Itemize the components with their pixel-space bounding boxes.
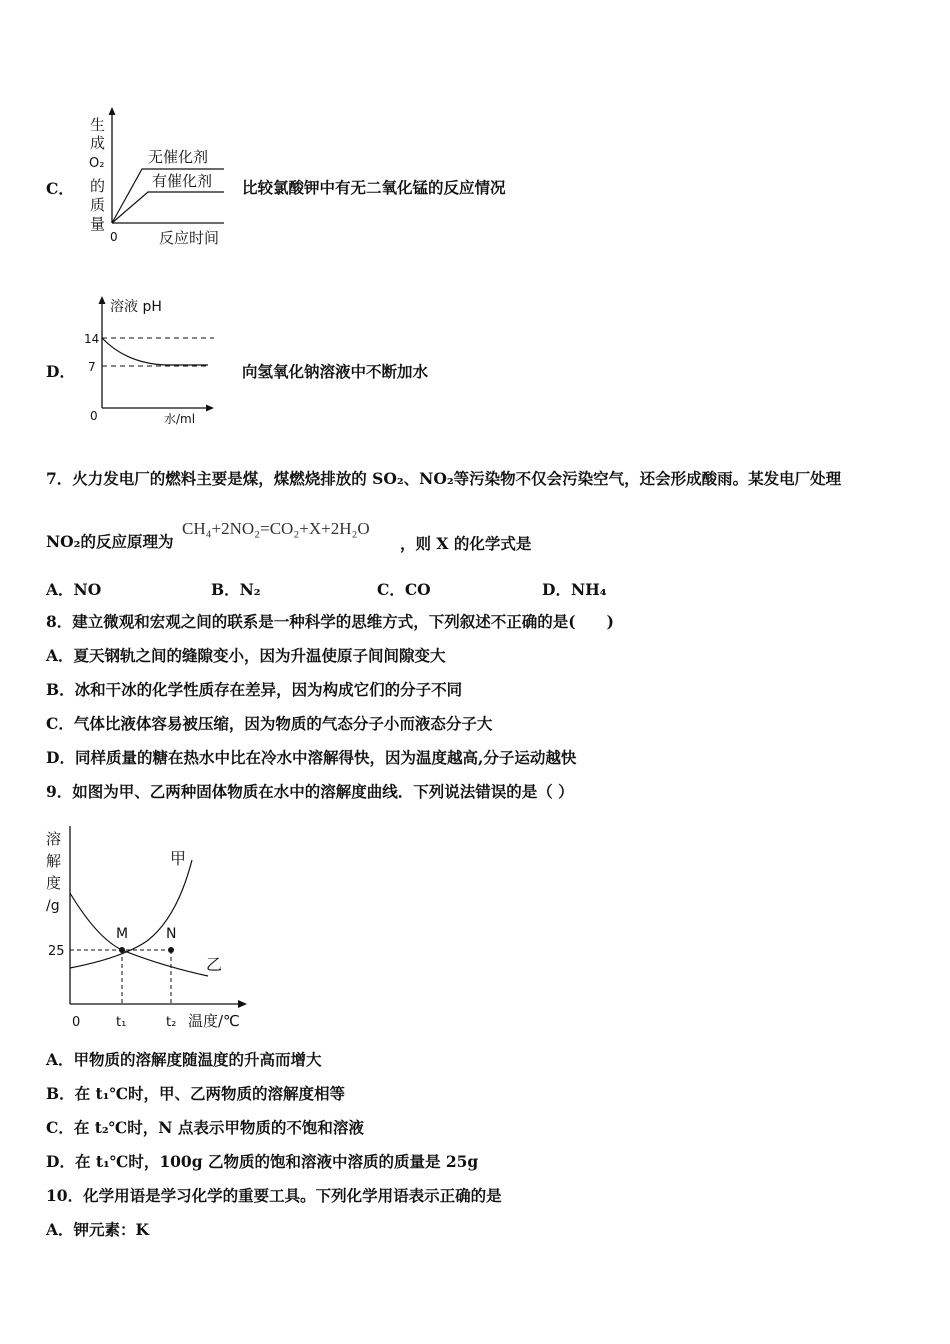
ph-curve — [102, 338, 208, 365]
y-label-char: O₂ — [89, 156, 105, 171]
curve-label-yi: 乙 — [206, 955, 223, 974]
q9-option-b: B．在 t₁℃时，甲、乙两物质的溶解度相等 — [46, 1084, 346, 1103]
option-d-label: D． — [46, 362, 75, 381]
x-axis-label: 反应时间 — [159, 229, 220, 247]
option-c-label: C． — [46, 179, 74, 198]
point-label-n: N — [166, 926, 177, 942]
q8-option-b: B．冰和干冰的化学性质存在差异，因为构成它们的分子不同 — [46, 680, 463, 699]
origin-label: 0 — [90, 409, 98, 423]
q7-stem-line2a: NO₂的反应原理为 — [46, 532, 174, 551]
solubility-graph — [42, 818, 262, 1038]
y-label-char: 量 — [90, 215, 106, 233]
curve-jia — [70, 860, 192, 968]
q7-option-b: B．N₂ — [211, 580, 261, 599]
curve-with-catalyst — [112, 192, 224, 223]
q7-option-c: C．CO — [377, 580, 431, 599]
y-label-char: 溶 — [46, 830, 62, 848]
curve-label-jia: 甲 — [170, 849, 187, 868]
y-label-char: 的 — [90, 177, 106, 195]
y-label-char: 质 — [90, 196, 106, 214]
tick-t1: t₁ — [116, 1015, 127, 1030]
tick-7: 7 — [88, 360, 96, 374]
q8-option-c: C．气体比液体容易被压缩，因为物质的气态分子小而液态分子大 — [46, 714, 493, 733]
origin-label: 0 — [72, 1015, 81, 1030]
point-m — [119, 947, 125, 953]
curve-label-with-catalyst: 有催化剂 — [152, 172, 213, 190]
q10-option-a: A．钾元素：K — [46, 1220, 149, 1239]
y-label-char: 解 — [46, 852, 62, 870]
y-label-char: 度 — [46, 874, 62, 892]
x-axis-label: 温度/℃ — [188, 1012, 240, 1030]
q7-option-a: A．NO — [46, 580, 102, 599]
tick-t2: t₂ — [166, 1015, 177, 1030]
q8-stem: 8．建立微观和宏观之间的联系是一种科学的思维方式，下列叙述不正确的是( ) — [46, 612, 614, 631]
q7-stem-line1: 7．火力发电厂的燃料主要是煤，煤燃烧排放的 SO₂、NO₂等污染物不仅会污染空气，还会形成酸雨。某发电厂处理 — [46, 469, 842, 488]
curve-label-no-catalyst: 无催化剂 — [148, 148, 209, 166]
q7-stem-line2b: ，则 X 的化学式是 — [400, 534, 532, 553]
q10-stem: 10．化学用语是学习化学的重要工具。下列化学用语表示正确的是 — [46, 1186, 502, 1205]
y-label-char: 成 — [90, 134, 106, 152]
x-axis-label: 水/ml — [164, 412, 196, 426]
catalyst-graph — [84, 103, 234, 248]
q9-option-a: A．甲物质的溶解度随温度的升高而增大 — [46, 1050, 322, 1069]
point-label-m: M — [116, 926, 129, 942]
y-label-char: /g — [46, 898, 60, 914]
y-axis-label: 溶液 pH — [110, 299, 162, 315]
q9-stem: 9．如图为甲、乙两种固体物质在水中的溶解度曲线．下列说法错误的是（ ） — [46, 782, 574, 801]
option-d-desc: 向氢氧化钠溶液中不断加水 — [242, 362, 429, 381]
ph-graph — [82, 292, 222, 427]
reaction-formula: CH₄+2NO₂=CO₂+X+2H₂O — [182, 519, 370, 538]
origin-label: 0 — [110, 230, 118, 244]
q7-option-d: D．NH₄ — [542, 580, 607, 599]
y-label-char: 生 — [90, 116, 106, 134]
option-c-desc: 比较氯酸钾中有无二氧化锰的反应情况 — [242, 178, 506, 197]
q8-option-d: D．同样质量的糖在热水中比在冷水中溶解得快，因为温度越高,分子运动越快 — [46, 748, 577, 767]
tick-25: 25 — [48, 944, 65, 959]
tick-14: 14 — [84, 332, 100, 346]
q8-option-a: A．夏天钢轨之间的缝隙变小，因为升温使原子间间隙变大 — [46, 646, 446, 665]
q9-option-d: D．在 t₁℃时，100g 乙物质的饱和溶液中溶质的质量是 25g — [46, 1152, 479, 1171]
point-n — [168, 947, 174, 953]
q9-option-c: C．在 t₂℃时，N 点表示甲物质的不饱和溶液 — [46, 1118, 364, 1137]
